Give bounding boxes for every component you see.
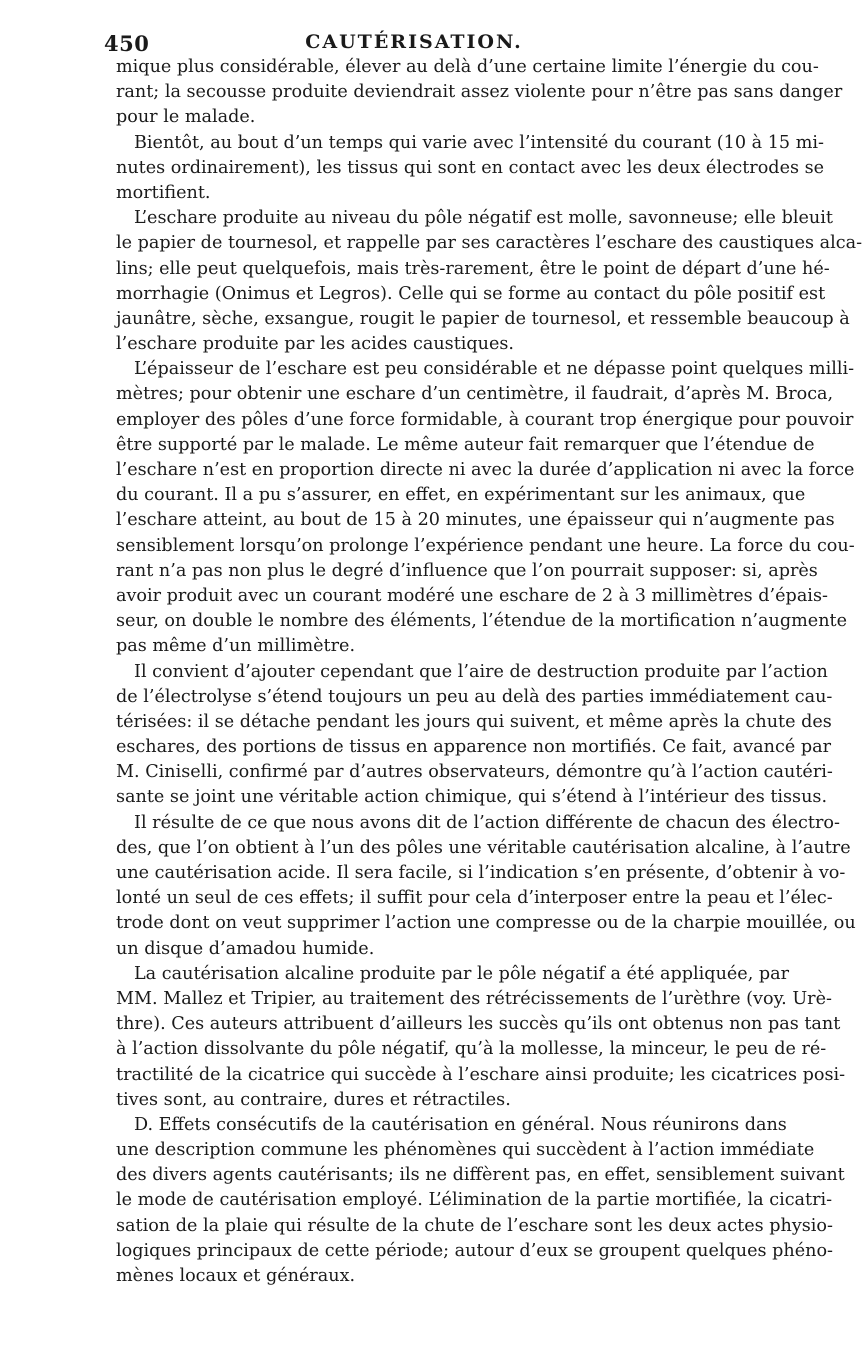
text-line: mortifient.: [116, 182, 211, 203]
text-line: mènes locaux et généraux.: [116, 1266, 356, 1286]
text-line: D. Effets consécutifs de la cautérisation en général. Nous réunirons dans: [134, 1114, 787, 1135]
running-title: CAUTÉRISATION.: [305, 31, 523, 53]
text-line: morrhagie (Onimus et Legros). Celle qui se forme au contact du pôle positif est: [116, 283, 826, 304]
text-line: employer des pôles d’une force formidable, à courant trop énergique pour pouvoir: [116, 409, 854, 430]
text-line: sensiblement lorsqu’on prolonge l’expérience pendant une heure. La force du cou-: [116, 535, 855, 556]
text-line: logiques principaux de cette période; autour d’eux se groupent quelques phéno-: [116, 1240, 833, 1261]
text-line: tives sont, au contraire, dures et rétractiles.: [116, 1089, 511, 1110]
text-line: avoir produit avec un courant modéré une eschare de 2 à 3 millimètres d’épais-: [116, 585, 828, 606]
text-line: l’eschare n’est en proportion directe ni avec la durée d’application ni avec la force: [116, 460, 855, 480]
text-line: un disque d’amadou humide.: [116, 938, 375, 959]
text-line: L’épaisseur de l’eschare est peu considérable et ne dépasse point quelques milli-: [134, 359, 855, 380]
text-line: de l’électrolyse s’étend toujours un peu au delà des parties immédiatement cau-: [116, 686, 833, 707]
text-line: le mode de cautérisation employé. L’élimination de la partie mortifiée, la cicatri-: [116, 1190, 833, 1211]
text-line: sation de la plaie qui résulte de la chute de l’eschare sont les deux actes physio-: [116, 1215, 833, 1236]
text-line: trode dont on veut supprimer l’action une compresse ou de la charpie mouillée, ou: [116, 913, 856, 934]
page-number: 450: [104, 31, 150, 56]
text-line: sante se joint une véritable action chimique, qui s’étend à l’intérieur des tissus.: [116, 787, 828, 808]
text-line: jaunâtre, sèche, exsangue, rougit le papier de tournesol, et ressemble beaucoup à: [116, 308, 850, 329]
text-line: nutes ordinairement), les tissus qui sont en contact avec les deux électrodes se: [116, 157, 825, 178]
text-line: rant; la secousse produite deviendrait assez violente pour n’être pas sans danger: [116, 82, 843, 103]
body-text: [116, 55, 862, 1289]
text-line: des divers agents cautérisants; ils ne diffèrent pas, en effet, sensiblement suivant: [116, 1165, 845, 1186]
text-line: thre). Ces auteurs attribuent d’ailleurs les succès qu’ils ont obtenus non pas tant: [116, 1014, 841, 1035]
text-line: pour le malade.: [116, 107, 256, 128]
text-line: tractilité de la cicatrice qui succède à l’eschare ainsi produite; les cicatrices posi-: [116, 1064, 846, 1085]
page-header: [104, 31, 724, 57]
text-line: l’eschare produite par les acides caustiques.: [116, 334, 515, 355]
text-line: des, que l’on obtient à l’un des pôles une véritable cautérisation alcaline, à l’autre: [116, 837, 851, 858]
text-line: du courant. Il a pu s’assurer, en effet, en expérimentant sur les animaux, que: [116, 485, 806, 506]
text-line: Bientôt, au bout d’un temps qui varie avec l’intensité du courant (10 à 15 mi-: [134, 132, 824, 153]
text-line: rant n’a pas non plus le degré d’influence que l’on pourrait supposer: si, après: [116, 560, 818, 581]
text-line: seur, on double le nombre des éléments, l’étendue de la mortification n’augmente: [116, 611, 848, 632]
text-line: mètres; pour obtenir une eschare d’un centimètre, il faudrait, d’après M. Broca,: [116, 384, 834, 405]
text-line: Il résulte de ce que nous avons dit de l’action différente de chacun des électro-: [134, 812, 840, 833]
text-line: M. Ciniselli, confirmé par d’autres observateurs, démontre qu’à l’action cautéri-: [116, 762, 833, 783]
text-line: MM. Mallez et Tripier, au traitement des rétrécissements de l’urèthre (voy. Urè-: [116, 988, 832, 1009]
text-line: mique plus considérable, élever au delà d’une certaine limite l’énergie du cou-: [116, 57, 819, 77]
text-line: La cautérisation alcaline produite par le pôle négatif a été appliquée, par: [134, 963, 790, 984]
text-line: L’eschare produite au niveau du pôle négatif est molle, savonneuse; elle bleuit: [134, 208, 833, 229]
text-line: lonté un seul de ces effets; il suffit pour cela d’interposer entre la peau et l’élec-: [116, 888, 833, 909]
text-line: l’eschare atteint, au bout de 15 à 20 minutes, une épaisseur qui n’augmente pas: [116, 510, 835, 531]
text-line: Il convient d’ajouter cependant que l’aire de destruction produite par l’action: [134, 661, 828, 682]
text-line: térisées: il se détache pendant les jours qui suivent, et même après la chute des: [116, 711, 832, 732]
text-line: pas même d’un millimètre.: [116, 636, 356, 657]
text-line: une description commune les phénomènes qui succèdent à l’action immédiate: [116, 1140, 815, 1161]
text-line: eschares, des portions de tissus en apparence non mortifiés. Ce fait, avancé par: [116, 737, 831, 758]
text-line: le papier de tournesol, et rappelle par ses caractères l’eschare des caustiques alca-: [116, 233, 862, 254]
text-line: une cautérisation acide. Il sera facile, si l’indication s’en présente, d’obtenir à vo-: [116, 863, 846, 883]
text-line: lins; elle peut quelquefois, mais très-rarement, être le point de départ d’une hé-: [116, 258, 830, 279]
text-line: à l’action dissolvante du pôle négatif, qu’à la mollesse, la minceur, le peu de ré-: [116, 1039, 827, 1060]
text-line: être supporté par le malade. Le même auteur fait remarquer que l’étendue de: [116, 434, 815, 455]
